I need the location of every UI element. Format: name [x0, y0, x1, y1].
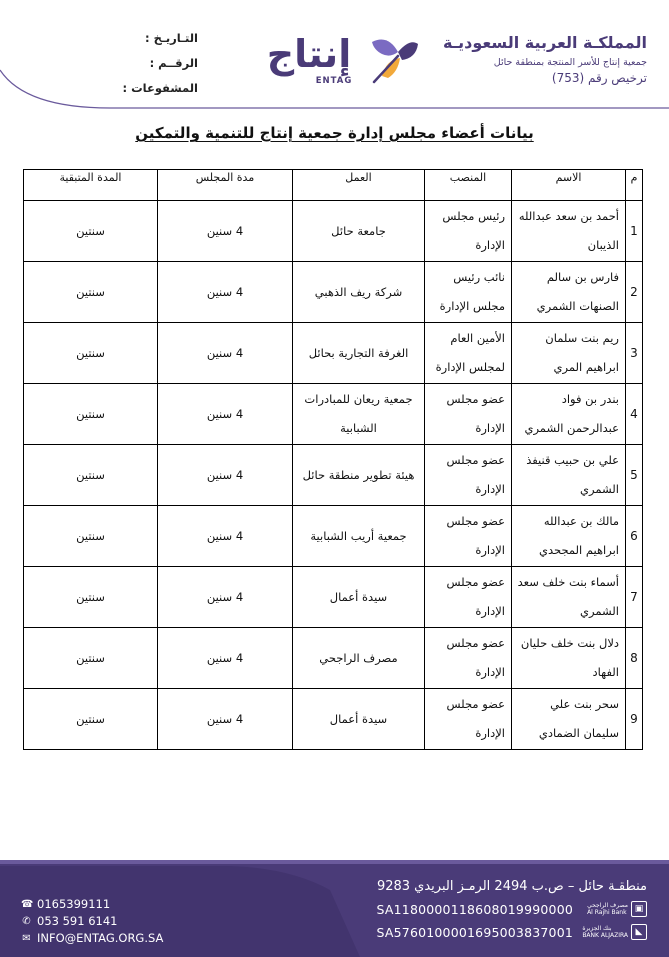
table-row [24, 445, 643, 506]
cell-name: أحمد بن سعد عبدالله الذيبان [512, 201, 626, 262]
cell-name: علي بن حبيب قنيفذ الشمري [512, 445, 626, 506]
col-header-term: مدة المجلس [158, 170, 293, 201]
cell-remaining: سنتين [24, 628, 158, 689]
table-row [24, 506, 643, 567]
col-header-name: الاسم [512, 170, 626, 201]
cell-term: 4 سنين [158, 567, 293, 628]
cell-term: 4 سنين [158, 262, 293, 323]
logo-arabic-text: إنتاج [266, 32, 352, 76]
footer-address: منطقـة حائل – ص.ب 2494 الرمـز البريدي 9283 [376, 879, 647, 894]
cell-position: عضو مجلس الإدارة [425, 445, 512, 506]
cell-remaining: سنتين [24, 201, 158, 262]
logo-mark-icon [368, 36, 420, 84]
cell-index: 8 [626, 628, 643, 689]
cell-name: أسماء بنت خلف سعد الشمري [512, 567, 626, 628]
cell-term: 4 سنين [158, 628, 293, 689]
cell-index: 5 [626, 445, 643, 506]
col-header-remaining: المدة المتبقية [24, 170, 158, 201]
cell-work: الغرفة التجارية بحائل [293, 323, 425, 384]
header-fields [108, 26, 198, 101]
bank-icon: ▣ [631, 901, 647, 917]
number-field-label: الرقــم : [149, 56, 198, 70]
iban-rajhi: SA1180000118608019990000 [376, 901, 573, 917]
cell-remaining: سنتين [24, 689, 158, 750]
cell-name: مالك بن عبدالله ابراهيم المجحدي [512, 506, 626, 567]
cell-index: 4 [626, 384, 643, 445]
board-members-table [23, 169, 643, 750]
cell-remaining: سنتين [24, 323, 158, 384]
cell-position: عضو مجلس الإدارة [425, 384, 512, 445]
association-name: جمعية إنتاج للأسر المنتجة بمنطقة حائل [493, 57, 647, 68]
table-row [24, 689, 643, 750]
mobile-icon: ✆ [22, 916, 31, 927]
kingdom-name: المملكـة العربية السعوديـة [442, 33, 647, 52]
contact-phone[interactable] [21, 896, 163, 913]
mobile-number: 053 591 6141 [37, 914, 118, 928]
cell-remaining: سنتين [24, 445, 158, 506]
col-header-work: العمل [293, 170, 425, 201]
rajhi-bank-logo [577, 901, 647, 917]
cell-name: دلال بنت خلف حليان الفهاد [512, 628, 626, 689]
aljazira-name-en: BANK ALJAZIRA [582, 932, 628, 939]
cell-term: 4 سنين [158, 506, 293, 567]
page-footer [0, 860, 669, 957]
cell-remaining: سنتين [24, 567, 158, 628]
cell-term: 4 سنين [158, 689, 293, 750]
phone-number: 0165399111 [37, 897, 111, 911]
table-row [24, 323, 643, 384]
contact-email[interactable] [21, 930, 163, 947]
bank-icon: ◣ [631, 924, 647, 940]
rajhi-name-en: Al Rajhi Bank [587, 909, 627, 916]
cell-index: 2 [626, 262, 643, 323]
bank-row-aljazira [357, 921, 647, 943]
cell-work: مصرف الراجحي [293, 628, 425, 689]
aljazira-name-ar: بنك الجزيرة [582, 925, 612, 932]
cell-position: رئيس مجلس الإدارة [425, 201, 512, 262]
cell-position: عضو مجلس الإدارة [425, 506, 512, 567]
table-row [24, 567, 643, 628]
cell-index: 6 [626, 506, 643, 567]
cell-index: 9 [626, 689, 643, 750]
aljazira-bank-logo [577, 924, 647, 940]
cell-index: 7 [626, 567, 643, 628]
col-header-index: م [626, 170, 643, 201]
date-field-label: التـاريـخ : [145, 31, 198, 45]
cell-term: 4 سنين [158, 384, 293, 445]
document-title-text: بيانات أعضاء مجلس إدارة جمعية إنتاج للتنمية والتمكين [135, 124, 534, 142]
table-header-row [24, 170, 643, 201]
cell-remaining: سنتين [24, 384, 158, 445]
cell-name: سحر بنت علي سليمان الضمادي [512, 689, 626, 750]
email-icon: ✉ [22, 933, 31, 944]
table-row [24, 628, 643, 689]
entag-logo [250, 32, 420, 90]
cell-work: سيدة أعمال [293, 689, 425, 750]
cell-index: 1 [626, 201, 643, 262]
footer-contacts [21, 896, 163, 947]
cell-name: بندر بن فواد عبدالرحمن الشمري [512, 384, 626, 445]
cell-work: جمعية ريعان للمبادرات الشبابية [293, 384, 425, 445]
footer-address-block [357, 877, 647, 943]
cell-work: هيئة تطوير منطقة حائل [293, 445, 425, 506]
cell-term: 4 سنين [158, 201, 293, 262]
table-row [24, 384, 643, 445]
header-org-block [427, 33, 647, 86]
contact-mobile[interactable] [21, 913, 163, 930]
bank-row-rajhi [357, 898, 647, 920]
cell-index: 3 [626, 323, 643, 384]
rajhi-name-ar: مصرف الراجحي [587, 902, 628, 909]
phone-icon: ☎ [21, 899, 34, 910]
cell-work: جمعية أريب الشبابية [293, 506, 425, 567]
document-title [0, 124, 669, 142]
license-number: ترخيص رقم (753) [551, 71, 647, 85]
email-address: INFO@ENTAG.ORG.SA [37, 931, 164, 945]
attachments-field-label: المشفوعات : [122, 81, 198, 95]
cell-position: عضو مجلس الإدارة [425, 628, 512, 689]
cell-position: عضو مجلس الإدارة [425, 567, 512, 628]
cell-name: ريم بنت سلمان ابراهيم المري [512, 323, 626, 384]
col-header-position: المنصب [425, 170, 512, 201]
cell-position: عضو مجلس الإدارة [425, 689, 512, 750]
cell-position: الأمين العام لمجلس الإدارة [425, 323, 512, 384]
iban-aljazira: SA5760100001695003837001 [376, 924, 573, 940]
cell-work: شركة ريف الذهبي [293, 262, 425, 323]
cell-remaining: سنتين [24, 262, 158, 323]
table-row [24, 262, 643, 323]
cell-name: فارس بن سالم الصنهات الشمري [512, 262, 626, 323]
logo-latin-text: ENTAG [315, 76, 353, 86]
table-row [24, 201, 643, 262]
cell-term: 4 سنين [158, 445, 293, 506]
cell-remaining: سنتين [24, 506, 158, 567]
cell-term: 4 سنين [158, 323, 293, 384]
cell-work: جامعة حائل [293, 201, 425, 262]
cell-position: نائب رئيس مجلس الإدارة [425, 262, 512, 323]
cell-work: سيدة أعمال [293, 567, 425, 628]
